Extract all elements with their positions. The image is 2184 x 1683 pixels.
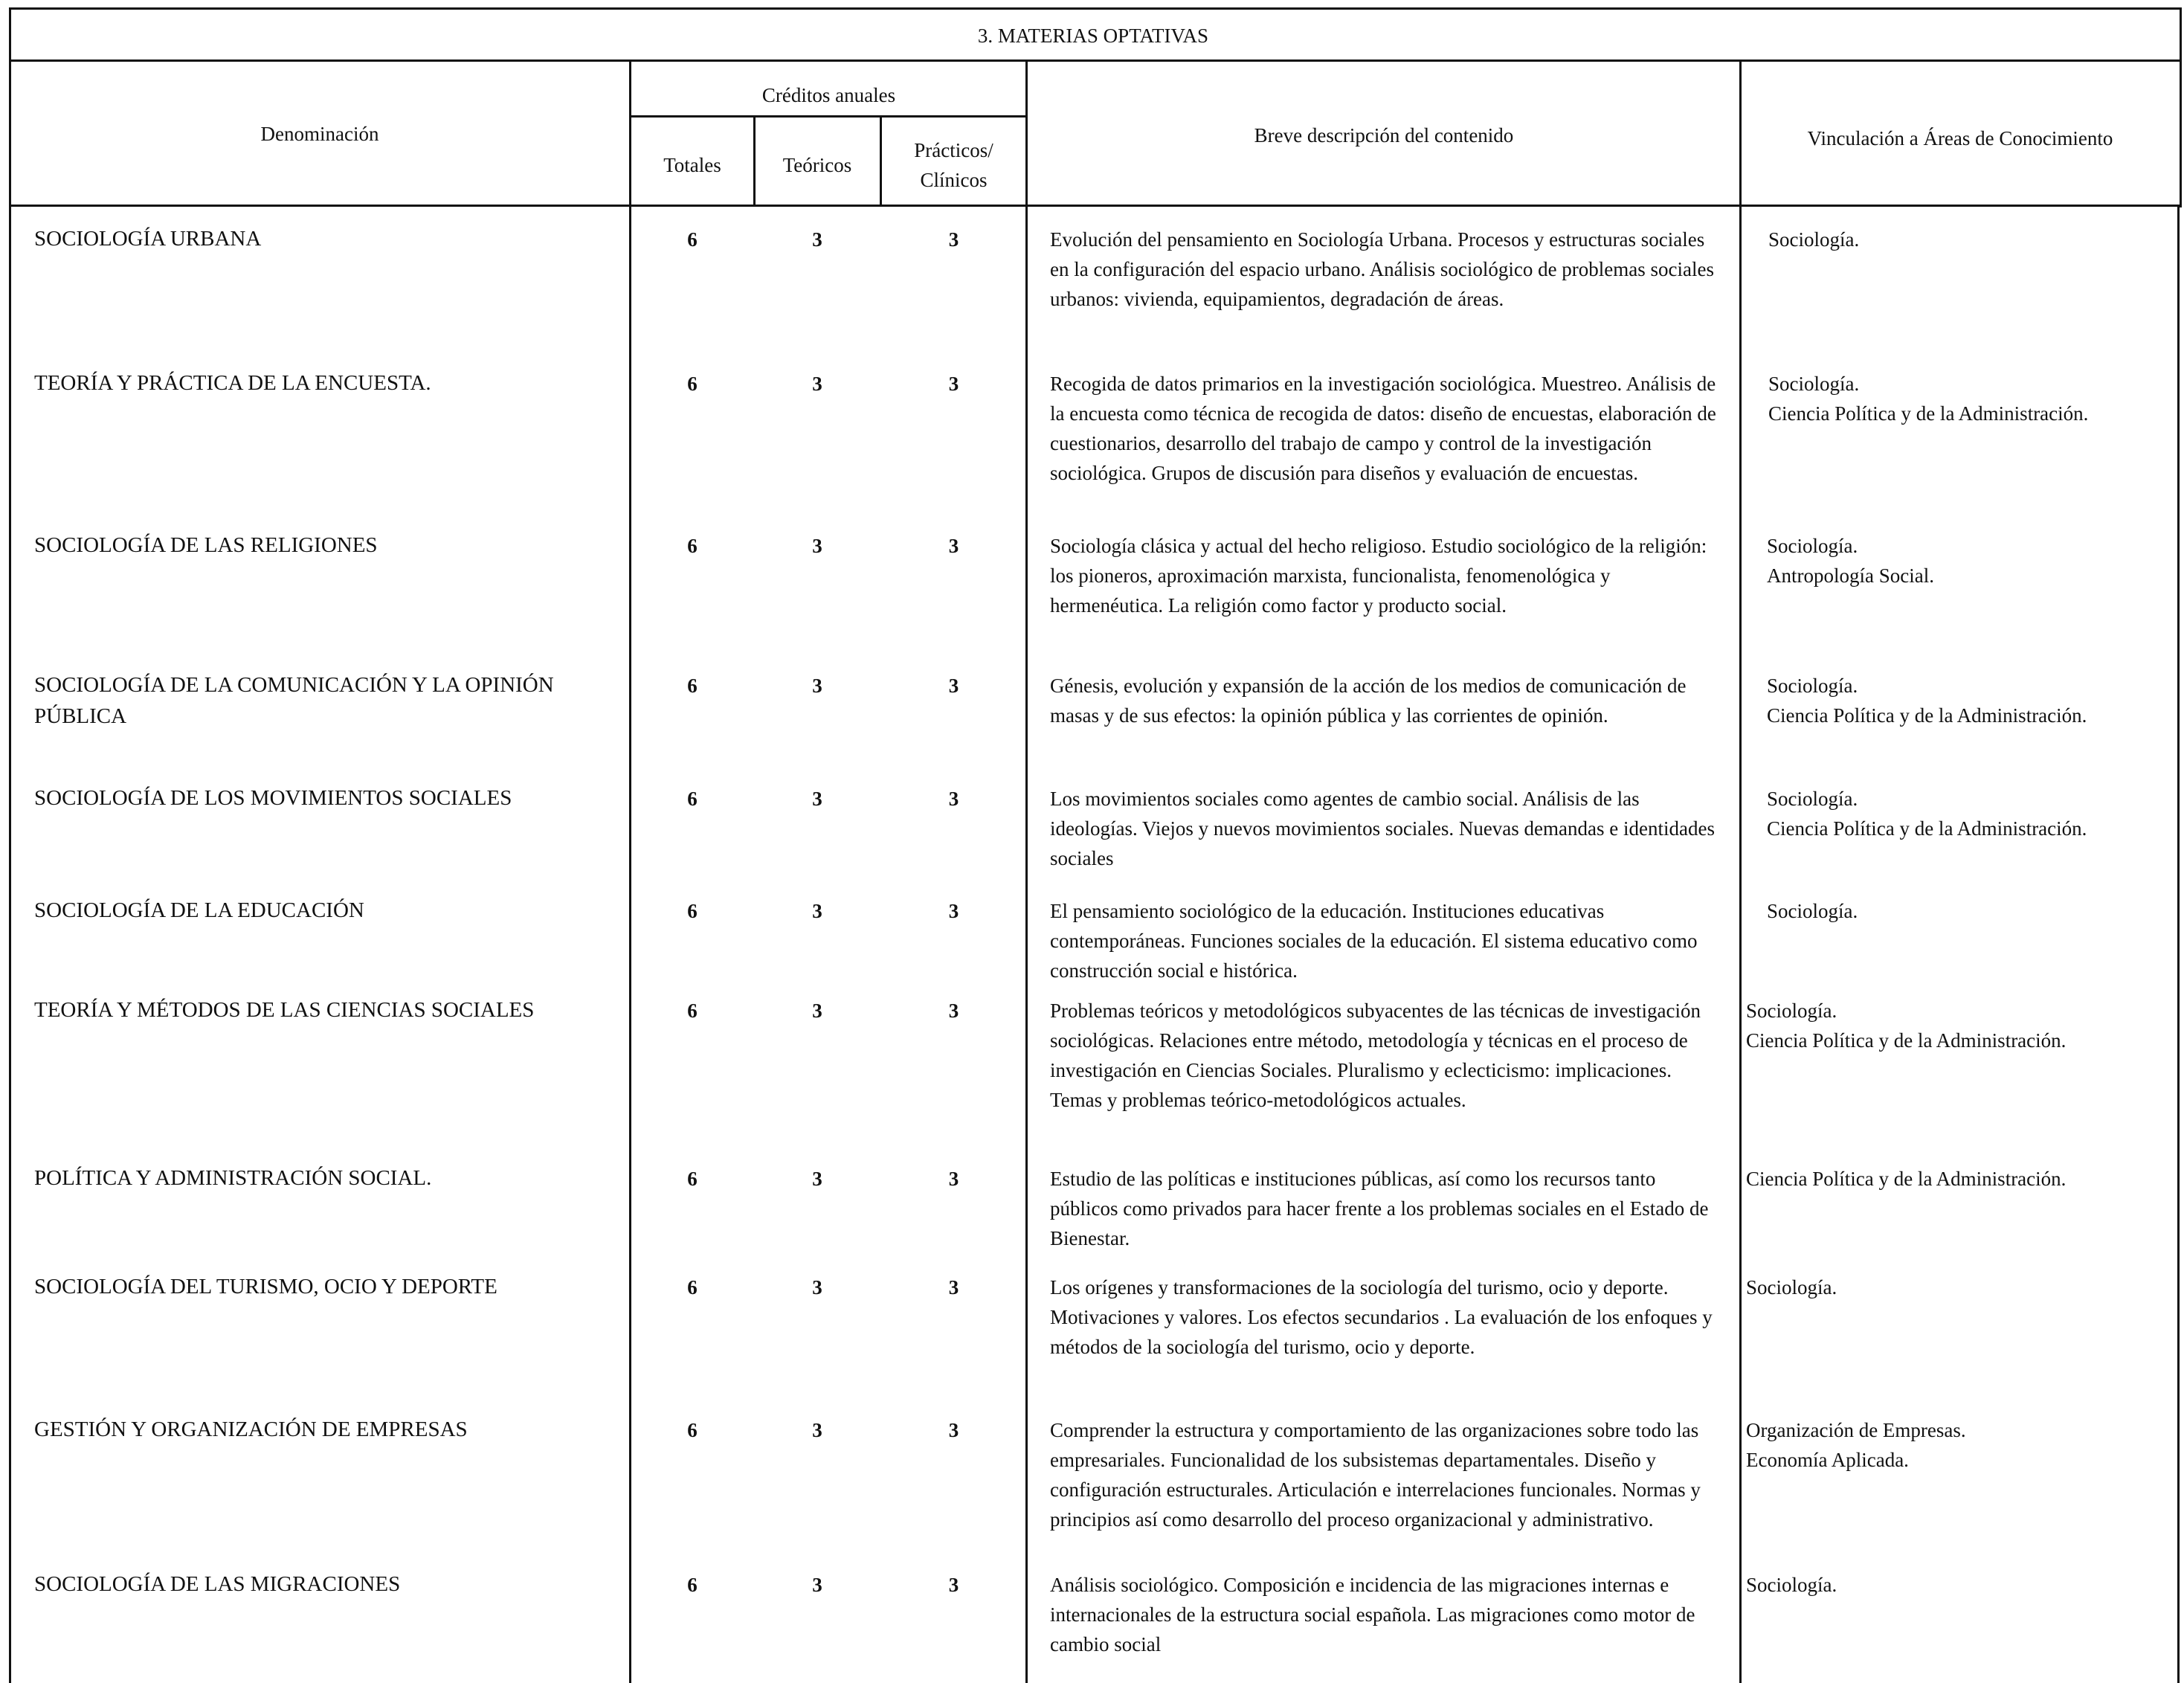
row-teoricos-value: 3 bbox=[812, 535, 822, 557]
row-description: Recogida de datos primarios en la investigación sociológica. Muestreo. Análisis de la encuesta como técnica de recogida de datos: diseño de encuestas, elaboración de cuestionarios, desarrollo del trabajo de campo y control de la investigación sociológica. Grupos de discusión para diseños y evaluación de encuestas. bbox=[1050, 373, 1716, 484]
row-description: Comprender la estructura y comportamiento de las organizaciones sobre todo las empresariales. Funcionalidad de los subsistemas departamentales. Diseño y configuración estructurales. Articulación e interrelaciones funcionales. Normas y principios así como desarrollo del proceso organizacional y administrativo. bbox=[1050, 1419, 1701, 1531]
row-name: SOCIOLOGÍA DE LA COMUNICACIÓN Y LA OPINIÓN PÚBLICA bbox=[34, 673, 554, 728]
row-description: Evolución del pensamiento en Sociología Urbana. Procesos y estructuras sociales en la configuración del espacio urbano. Análisis sociológico de problemas sociales urbanos: vivienda, equipamientos, degradación de áreas. bbox=[1050, 228, 1714, 310]
row-teoricos-value: 3 bbox=[812, 1276, 822, 1299]
row-name: SOCIOLOGÍA URBANA bbox=[34, 227, 262, 251]
row-teoricos-value: 3 bbox=[812, 900, 822, 922]
row-description: El pensamiento sociológico de la educación. Instituciones educativas contemporáneas. Funciones sociales de la educación. El sistema educativo como construcción social e histórica. bbox=[1050, 900, 1698, 982]
row-practicos-value: 3 bbox=[948, 373, 959, 395]
area-item: Sociología. bbox=[1746, 1000, 1837, 1022]
row-totales-value: 6 bbox=[687, 228, 698, 251]
row-teoricos-value: 3 bbox=[812, 373, 822, 395]
area-item: Organización de Empresas. bbox=[1746, 1419, 1966, 1441]
row-practicos-value: 3 bbox=[948, 1574, 959, 1596]
row-name: TEORÍA Y MÉTODOS DE LAS CIENCIAS SOCIALES bbox=[34, 998, 535, 1022]
row-name: SOCIOLOGÍA DE LAS RELIGIONES bbox=[34, 533, 378, 557]
area-item: Ciencia Política y de la Administración. bbox=[1746, 1168, 2067, 1190]
row-practicos-value: 3 bbox=[948, 535, 959, 557]
row-name: GESTIÓN Y ORGANIZACIÓN DE EMPRESAS bbox=[34, 1417, 468, 1441]
header-divider bbox=[9, 205, 2180, 207]
row-name: SOCIOLOGÍA DE LAS MIGRACIONES bbox=[34, 1572, 401, 1596]
row-areas bbox=[1767, 784, 2183, 843]
row-description: Problemas teóricos y metodológicos subyacentes de las técnicas de investigación sociológicas. Relaciones entre método, metodología y técnicas en el proceso de investigación en Ciencias Sociales. Pluralismo y eclecticismo: implicaciones. Temas y problemas teórico-metodológicos actuales. bbox=[1050, 1000, 1701, 1111]
header-teoricos: Teóricos bbox=[782, 154, 852, 176]
row-description: Los movimientos sociales como agentes de cambio social. Análisis de las ideologías. Viejos y nuevos movimientos sociales. Nuevas demandas e identidades sociales bbox=[1050, 788, 1715, 869]
row-name: TEORÍA Y PRÁCTICA DE LA ENCUESTA. bbox=[34, 371, 431, 395]
row-totales-value: 6 bbox=[687, 1419, 698, 1441]
area-item: Ciencia Política y de la Administración. bbox=[1746, 1029, 2067, 1052]
row-teoricos-value: 3 bbox=[812, 1000, 822, 1022]
row-description: Análisis sociológico. Composición e incidencia de las migraciones internas e internacionales de la estructura social española. Las migraciones como motor de cambio social bbox=[1050, 1574, 1695, 1655]
row-practicos-value: 3 bbox=[948, 900, 959, 922]
area-item: Sociología. bbox=[1767, 535, 1858, 557]
col-divider-totales bbox=[753, 115, 756, 205]
row-practicos-value: 3 bbox=[948, 228, 959, 251]
row-practicos-value: 3 bbox=[948, 1000, 959, 1022]
row-teoricos-value: 3 bbox=[812, 1168, 822, 1190]
row-totales-value: 6 bbox=[687, 535, 698, 557]
row-areas bbox=[1767, 671, 2183, 730]
row-areas bbox=[1746, 1570, 2162, 1600]
row-name: SOCIOLOGÍA DE LA EDUCACIÓN bbox=[34, 898, 364, 922]
header-practicos-line1: Prácticos/ bbox=[914, 139, 993, 161]
row-totales-value: 6 bbox=[687, 1000, 698, 1022]
row-teoricos-value: 3 bbox=[812, 1574, 822, 1596]
row-totales-value: 6 bbox=[687, 788, 698, 810]
row-practicos-value: 3 bbox=[948, 1276, 959, 1299]
row-areas bbox=[1768, 369, 2184, 428]
row-areas bbox=[1746, 1415, 2162, 1475]
area-item: Sociología. bbox=[1768, 228, 1860, 251]
row-teoricos-value: 3 bbox=[812, 1419, 822, 1441]
row-areas bbox=[1746, 1272, 2162, 1302]
row-teoricos-value: 3 bbox=[812, 788, 822, 810]
area-item: Sociología. bbox=[1767, 675, 1858, 697]
row-areas bbox=[1768, 225, 2184, 254]
row-description: Estudio de las políticas e instituciones públicas, así como los recursos tanto públicos como privados para hacer frente a los problemas sociales en el Estado de Bienestar. bbox=[1050, 1168, 1709, 1249]
row-description: Los orígenes y transformaciones de la sociología del turismo, ocio y deporte. Motivaciones y valores. Los efectos secundarios . La evaluación de los enfoques y métodos de la sociología del turismo, ocio y deporte. bbox=[1050, 1276, 1713, 1358]
header-denominacion: Denominación bbox=[260, 123, 379, 145]
creditos-divider bbox=[631, 115, 1027, 118]
area-item: Economía Aplicada. bbox=[1746, 1449, 1909, 1471]
row-description: Génesis, evolución y expansión de la acción de los medios de comunicación de masas y de sus efectos: la opinión pública y las corrientes de opinión. bbox=[1050, 675, 1687, 727]
row-totales-value: 6 bbox=[687, 900, 698, 922]
row-areas bbox=[1746, 1164, 2162, 1194]
row-practicos-value: 3 bbox=[948, 1168, 959, 1190]
area-item: Ciencia Política y de la Administración. bbox=[1767, 817, 2087, 840]
area-item: Sociología. bbox=[1768, 373, 1860, 395]
col-divider-descripcion bbox=[1739, 59, 1742, 1683]
area-item: Antropología Social. bbox=[1767, 564, 1934, 587]
title-divider bbox=[9, 59, 2180, 62]
row-totales-value: 6 bbox=[687, 675, 698, 697]
row-name: POLÍTICA Y ADMINISTRACIÓN SOCIAL. bbox=[34, 1166, 432, 1190]
header-totales: Totales bbox=[663, 154, 721, 176]
row-description: Sociología clásica y actual del hecho religioso. Estudio sociológico de la religión: los pioneros, aproximación marxista, funcionalista, fenomenológica y hermenéutica. La religión como factor y producto social. bbox=[1050, 535, 1707, 617]
header-descripcion: Breve descripción del contenido bbox=[1254, 124, 1514, 147]
row-totales-value: 6 bbox=[687, 373, 698, 395]
row-name: SOCIOLOGÍA DEL TURISMO, OCIO Y DEPORTE bbox=[34, 1275, 497, 1299]
area-item: Sociología. bbox=[1767, 900, 1858, 922]
table-title: 3. MATERIAS OPTATIVAS bbox=[977, 25, 1209, 47]
row-teoricos-value: 3 bbox=[812, 228, 822, 251]
area-item: Sociología. bbox=[1746, 1574, 1837, 1596]
area-item: Sociología. bbox=[1746, 1276, 1837, 1299]
row-areas bbox=[1767, 896, 2183, 926]
row-practicos-value: 3 bbox=[948, 1419, 959, 1441]
row-areas bbox=[1746, 996, 2162, 1055]
row-areas bbox=[1767, 531, 2183, 591]
row-teoricos-value: 3 bbox=[812, 675, 822, 697]
header-practicos-line2: Clínicos bbox=[920, 169, 988, 191]
col-divider-teoricos bbox=[880, 115, 882, 205]
area-item: Ciencia Política y de la Administración. bbox=[1767, 704, 2087, 727]
row-practicos-value: 3 bbox=[948, 788, 959, 810]
row-name: SOCIOLOGÍA DE LOS MOVIMIENTOS SOCIALES bbox=[34, 786, 512, 810]
row-practicos-value: 3 bbox=[948, 675, 959, 697]
body-left-border bbox=[9, 205, 11, 1683]
header-vinculacion: Vinculación a Áreas de Conocimiento bbox=[1807, 127, 2113, 149]
row-totales-value: 6 bbox=[687, 1574, 698, 1596]
area-item: Ciencia Política y de la Administración. bbox=[1768, 402, 2089, 425]
row-totales-value: 6 bbox=[687, 1276, 698, 1299]
header-creditos: Créditos anuales bbox=[761, 84, 896, 106]
row-totales-value: 6 bbox=[687, 1168, 698, 1190]
area-item: Sociología. bbox=[1767, 788, 1858, 810]
